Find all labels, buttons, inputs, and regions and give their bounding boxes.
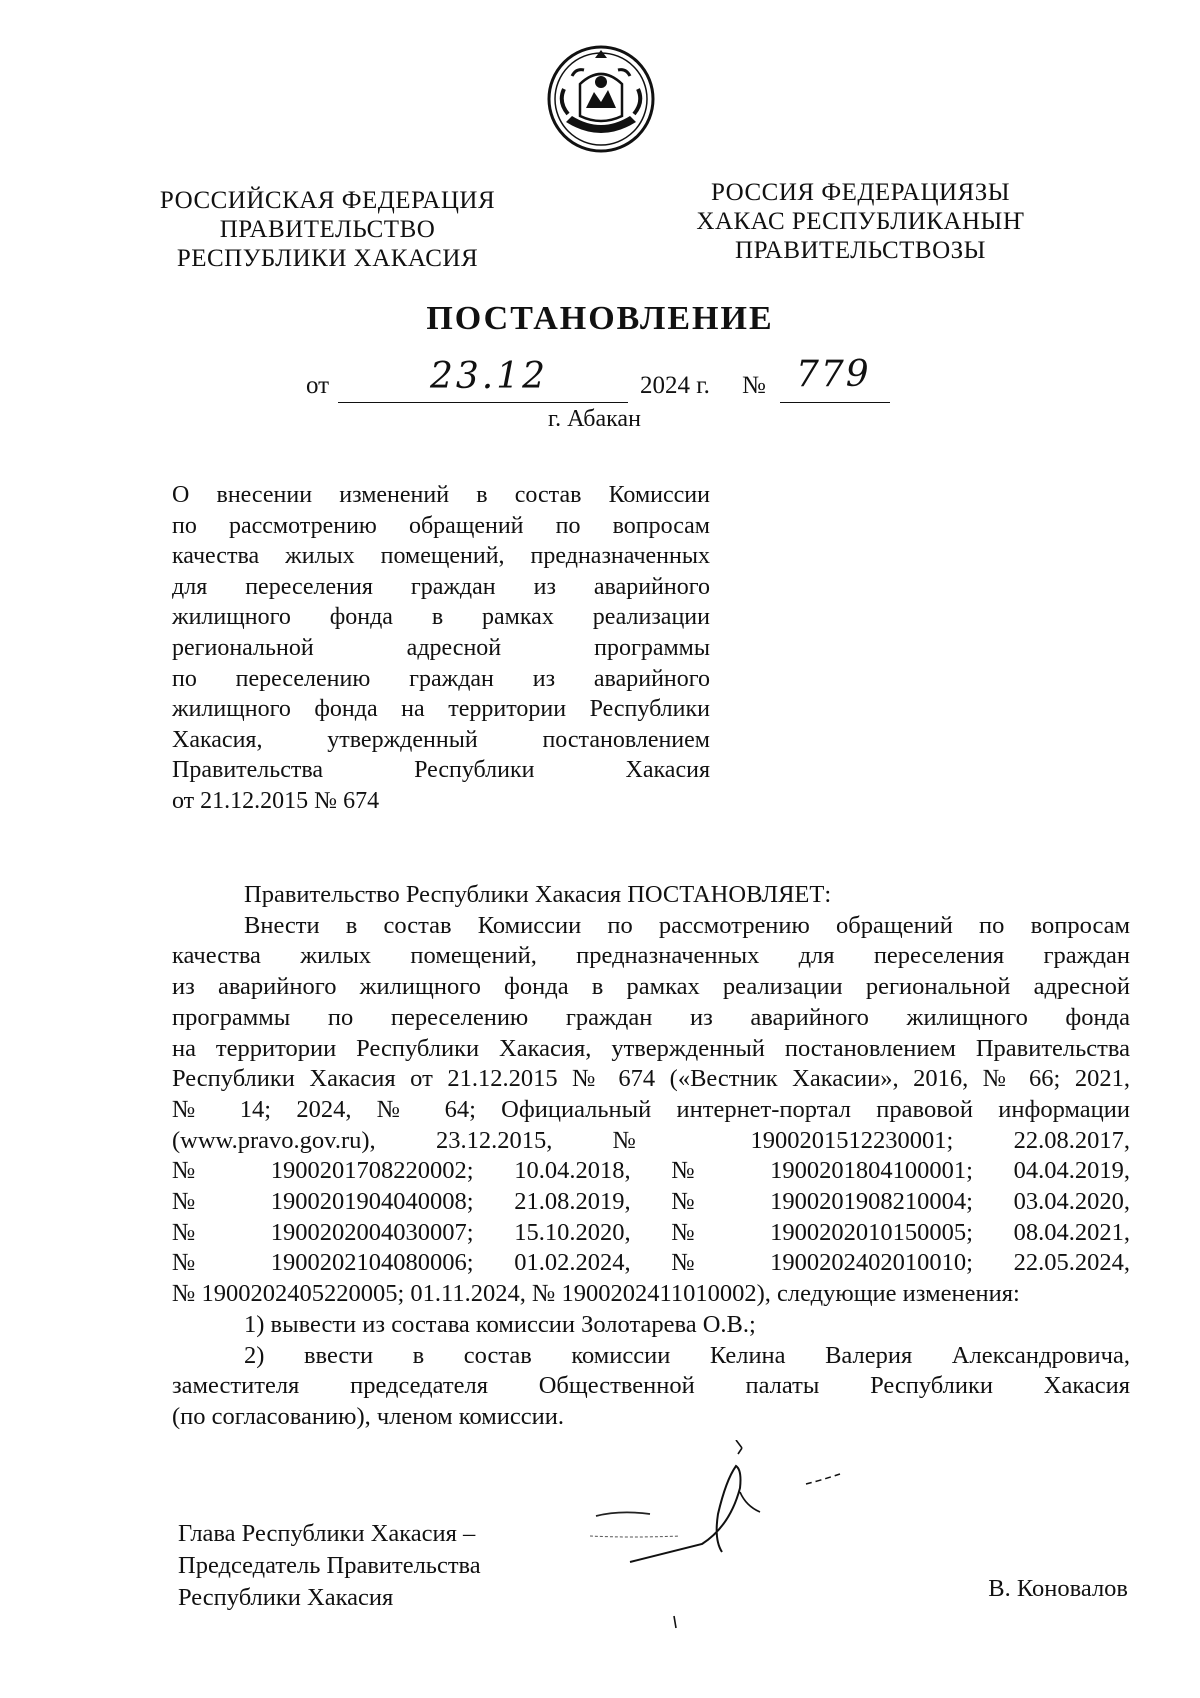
signatory-position: [178, 1518, 481, 1614]
body-line: № 1900202004030007; 15.10.2020, № 1900202010150005; 08.04.2021,: [172, 1218, 1130, 1246]
handwritten-signature: [590, 1440, 910, 1630]
handwritten-number: 779: [796, 354, 871, 395]
document-subject: [172, 480, 710, 817]
body-line: № 1900201904040008; 21.08.2019, № 1900201908210004; 03.04.2020,: [172, 1188, 1130, 1216]
subject-line: региональной адресной программы: [172, 634, 710, 661]
body-line: из аварийного жилищного фонда в рамках реализации региональной адресной: [172, 973, 1130, 1001]
position-line: Республики Хакасия: [178, 1584, 394, 1611]
signatory-name: В. Коновалов: [988, 1575, 1128, 1602]
document-title: ПОСТАНОВЛЕНИЕ: [426, 300, 774, 337]
item-2-line: (по согласованию), членом комиссии.: [172, 1402, 564, 1430]
header-left: [150, 186, 505, 273]
handwritten-date: 23.12: [430, 356, 549, 397]
item-2-line: 2) ввести в состав комиссии Келина Валерия Александровича,: [244, 1341, 1130, 1369]
body-line: (www.pravo.gov.ru), 23.12.2015, № 1900201512230001; 22.08.2017,: [172, 1126, 1130, 1154]
subject-line: для переселения граждан из аварийного: [172, 573, 710, 600]
preamble: Правительство Республики Хакасия ПОСТАНОВЛЯЕТ:: [244, 881, 832, 908]
number-sign: №: [742, 372, 766, 399]
body-line: № 1900202405220005; 01.11.2024, № 1900202411010002), следующие изменения:: [172, 1280, 1020, 1308]
subject-line: от 21.12.2015 № 674: [172, 787, 380, 814]
header-left-line: РЕСПУБЛИКИ ХАКАСИЯ: [176, 245, 479, 272]
date-prefix: от: [306, 372, 330, 399]
body-line: на территории Республики Хакасия, утвержденный постановлением Правительства: [172, 1034, 1130, 1062]
header-right-line: ПРАВИТЕЛЬСТВОЗЫ: [735, 237, 986, 264]
item-2-line: заместителя председателя Общественной палаты Республики Хакасия: [172, 1372, 1130, 1400]
body-line: № 14; 2024, № 64; Официальный интернет-портал правовой информации: [172, 1095, 1130, 1123]
subject-line: О внесении изменений в состав Комиссии: [172, 482, 710, 508]
item-1: 1) вывести из состава комиссии Золотарева О.В.;: [244, 1310, 756, 1338]
body-line: Внести в состав Комиссии по рассмотрению обращений по вопросам: [244, 911, 1130, 939]
subject-line: Хакасия, утвержденный постановлением: [172, 726, 710, 753]
header-left-line: РОССИЙСКАЯ ФЕДЕРАЦИЯ: [159, 187, 496, 214]
position-line: Председатель Правительства: [178, 1552, 481, 1579]
header-left-line: ПРАВИТЕЛЬСТВО: [219, 216, 436, 243]
body-line: Республики Хакасия от 21.12.2015 № 674 («Вестник Хакасии», 2016, № 66; 2021,: [172, 1065, 1130, 1093]
subject-line: Правительства Республики Хакасия: [172, 757, 710, 784]
position-line: Глава Республики Хакасия –: [178, 1520, 476, 1547]
city: г. Абакан: [548, 406, 641, 432]
coat-of-arms-icon: [546, 44, 656, 154]
document-body: [172, 880, 1130, 1433]
subject-line: жилищного фонда на территории Республики: [172, 696, 710, 723]
body-line: качества жилых помещений, предназначенных для переселения граждан: [172, 942, 1130, 970]
body-line: программы по переселению граждан из аварийного жилищного фонда: [172, 1003, 1130, 1031]
subject-line: качества жилых помещений, предназначенных: [172, 543, 710, 570]
body-line: № 1900201708220002; 10.04.2018, № 1900201804100001; 04.04.2019,: [172, 1157, 1130, 1185]
date-year: 2024 г.: [640, 372, 710, 399]
header-right: [688, 178, 1033, 265]
subject-line: по переселению граждан из аварийного: [172, 665, 710, 692]
subject-line: по рассмотрению обращений по вопросам: [172, 512, 710, 539]
subject-line: жилищного фонда в рамках реализации: [172, 604, 710, 631]
header-right-line: РОССИЯ ФЕДЕРАЦИЯЗЫ: [710, 179, 1011, 206]
body-line: № 1900202104080006; 01.02.2024, № 1900202402010010; 22.05.2024,: [172, 1249, 1130, 1277]
header-right-line: ХАКАС РЕСПУБЛИКАНЫҤ: [696, 208, 1025, 235]
